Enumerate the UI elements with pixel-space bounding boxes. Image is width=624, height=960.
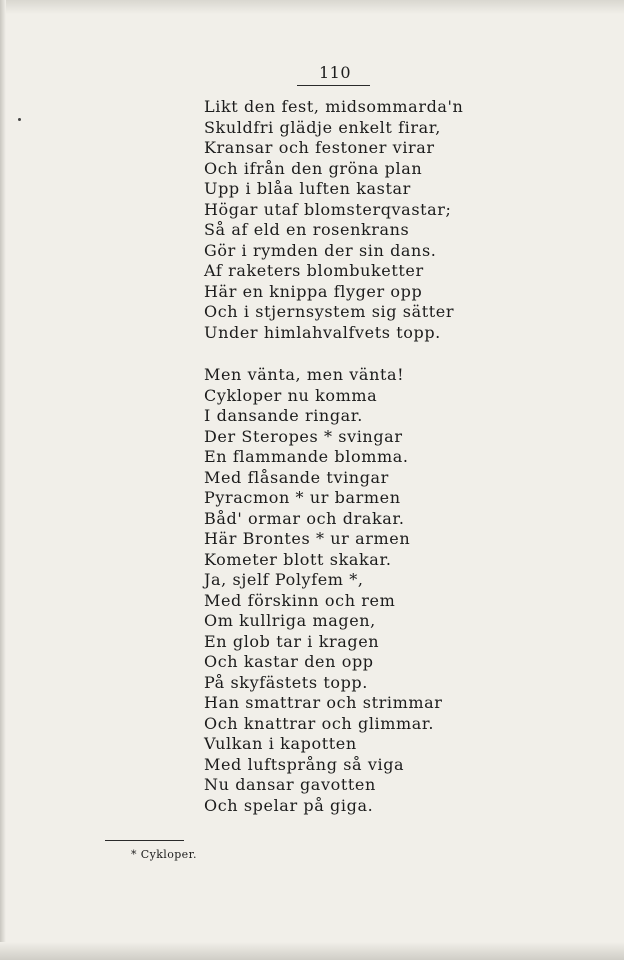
poem-line: En flammande blomma.: [204, 447, 409, 466]
poem-line: Och ifrån den gröna plan: [204, 158, 423, 178]
poem-line: Så af eld en rosenkrans: [204, 220, 410, 239]
poem-line: Under himlahvalfvets topp.: [204, 322, 441, 342]
poem-line: Och spelar på giga.: [204, 795, 374, 815]
page-edge-left: [0, 0, 6, 960]
page-edge-top: [0, 0, 624, 14]
poem-line: Ja, sjelf Polyfem *,: [204, 570, 364, 589]
poem-line: Af raketers blombuketter: [204, 261, 424, 280]
page-edge-bottom: [0, 942, 624, 960]
footnote: * Cykloper.: [131, 848, 197, 861]
poem-line: Der Steropes * svingar: [204, 426, 403, 446]
poem-line: På skyfästets topp.: [204, 672, 368, 692]
poem-line: Kometer blott skakar.: [204, 549, 392, 569]
poem-line: I dansande ringar.: [204, 406, 363, 425]
poem-line: Han smattrar och strimmar: [204, 693, 443, 712]
poem-line: Upp i blåa luften kastar: [204, 179, 411, 198]
poem-line: Likt den fest, midsommarda'n: [204, 97, 464, 116]
poem-line: Om kullriga magen,: [204, 611, 376, 630]
poem-line: Cykloper nu komma: [204, 385, 378, 405]
poem-line: Vulkan i kapotten: [204, 734, 357, 753]
footnote-rule: [105, 840, 184, 841]
poem-line: Och knattrar och glimmar.: [204, 713, 435, 733]
stanza-1: [204, 97, 504, 343]
stanza-2: [204, 365, 504, 816]
poem-line: Med flåsande tvingar: [204, 467, 389, 487]
poem-line: Kransar och festoner virar: [204, 138, 435, 157]
poem-line: Här en knippa flyger opp: [204, 281, 423, 301]
ink-speck: [18, 118, 21, 121]
poem-line: Med luftsprång så viga: [204, 754, 405, 774]
poem-line: Och kastar den opp: [204, 652, 374, 671]
poem: [204, 97, 504, 816]
poem-line: Här Brontes * ur armen: [204, 529, 411, 548]
page-number-rule: [297, 85, 370, 86]
poem-line: Pyracmon * ur barmen: [204, 488, 401, 507]
poem-line: Nu dansar gavotten: [204, 775, 376, 794]
poem-line: Skuldfri glädje enkelt firar,: [204, 117, 441, 137]
poem-line: Båd' ormar och drakar.: [204, 508, 405, 528]
poem-line: Högar utaf blomsterqvastar;: [204, 199, 452, 219]
page-number: 110: [318, 63, 352, 82]
poem-line: Men vänta, men vänta!: [204, 365, 405, 384]
poem-line: Och i stjernsystem sig sätter: [204, 302, 455, 321]
poem-line: Gör i rymden der sin dans.: [204, 240, 437, 260]
poem-line: Med förskinn och rem: [204, 590, 396, 610]
poem-line: En glob tar i kragen: [204, 631, 380, 651]
